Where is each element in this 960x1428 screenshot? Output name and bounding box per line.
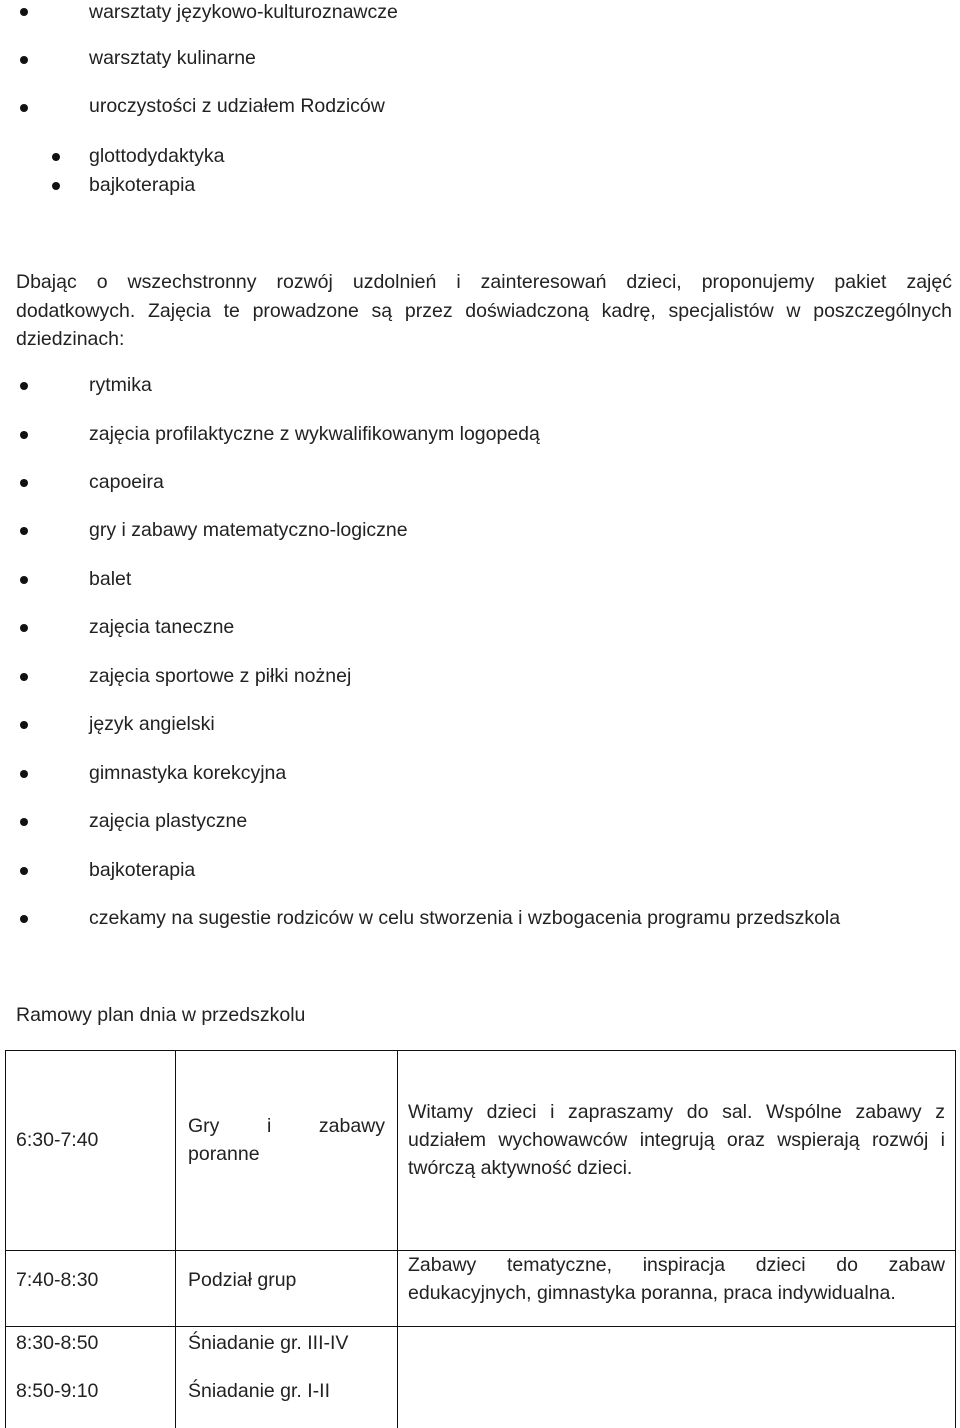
bullet-icon [20, 8, 28, 16]
list-item: warsztaty kulinarne [89, 47, 256, 69]
bullet-icon [20, 527, 28, 535]
list-item: zajęcia taneczne [89, 616, 235, 638]
description-cell [408, 1098, 945, 1182]
paragraph-line: dodatkowych. Zajęcia te prowadzone są przez doświadczoną kadrę, specjalistów w poszczególnych [16, 299, 952, 322]
description-line: Zabawy tematyczne, inspiracja dzieci do zabaw [408, 1254, 945, 1276]
list-item: czekamy na sugestie rodziców w celu stworzenia i wzbogacenia programu przedszkola [89, 907, 841, 929]
table-divider-col1 [175, 1050, 176, 1428]
table-border-top [5, 1050, 956, 1051]
time-cell: 8:50-9:10 [16, 1380, 99, 1402]
description-cell [408, 1251, 945, 1307]
list-item: warsztaty językowo-kulturoznawcze [89, 1, 398, 23]
list-item: gry i zabawy matematyczno-logiczne [89, 519, 408, 541]
table-border-left [5, 1050, 6, 1428]
bullet-icon [20, 382, 28, 390]
list-item: uroczystości z udziałem Rodziców [89, 95, 385, 117]
paragraph-line: dziedzinach: [16, 328, 125, 350]
list-item: rytmika [89, 374, 152, 396]
time-cell: 6:30-7:40 [16, 1129, 99, 1151]
list-item: bajkoterapia [89, 859, 196, 881]
bullet-icon [20, 818, 28, 826]
list-item: bajkoterapia [89, 174, 196, 196]
bullet-icon [20, 576, 28, 584]
bullet-icon [52, 153, 60, 161]
table-divider-col2 [397, 1050, 398, 1428]
bullet-icon [20, 915, 28, 923]
bullet-icon [20, 56, 28, 64]
bullet-icon [20, 624, 28, 632]
activity-cell: Śniadanie gr. I-II [188, 1380, 331, 1402]
paragraph-line: Dbając o wszechstronny rozwój uzdolnień i zainteresowań dzieci, proponujemy pakiet zajęć [16, 271, 952, 293]
bullet-icon [20, 721, 28, 729]
description-line: twórczą aktywność dzieci. [408, 1157, 633, 1179]
bullet-icon [20, 104, 28, 112]
list-item: zajęcia sportowe z piłki nożnej [89, 665, 352, 687]
table-divider-row2 [5, 1326, 956, 1327]
list-item: glottodydaktyka [89, 145, 225, 167]
list-item: gimnastyka korekcyjna [89, 762, 287, 784]
description-line: udziałem wychowawców integrują oraz wspierają rozwój i [408, 1129, 945, 1151]
plan-title: Ramowy plan dnia w przedszkolu [16, 1004, 306, 1026]
description-line: edukacyjnych, gimnastyka poranna, praca indywidualna. [408, 1282, 896, 1304]
bullet-icon [20, 867, 28, 875]
list-item: capoeira [89, 471, 164, 493]
bullet-icon [20, 479, 28, 487]
list-item: zajęcia profilaktyczne z wykwalifikowanym logopedą [89, 423, 540, 445]
bullet-icon [52, 182, 60, 190]
activity-line: poranne [188, 1143, 260, 1165]
activity-cell: Śniadanie gr. III-IV [188, 1332, 349, 1354]
bullet-icon [20, 431, 28, 439]
bullet-icon [20, 770, 28, 778]
list-item: zajęcia plastyczne [89, 810, 248, 832]
bullet-icon [20, 673, 28, 681]
activity-cell: Podział grup [188, 1269, 297, 1291]
time-cell: 7:40-8:30 [16, 1269, 99, 1291]
list-item: balet [89, 568, 132, 590]
description-line: Witamy dzieci i zapraszamy do sal. Wspólne zabawy z [408, 1101, 945, 1123]
table-border-right [955, 1050, 956, 1428]
intro-paragraph [16, 268, 952, 354]
activity-cell [188, 1112, 385, 1168]
time-cell: 8:30-8:50 [16, 1332, 99, 1354]
activity-line: Gry i zabawy [188, 1115, 385, 1137]
list-item: język angielski [89, 713, 215, 735]
